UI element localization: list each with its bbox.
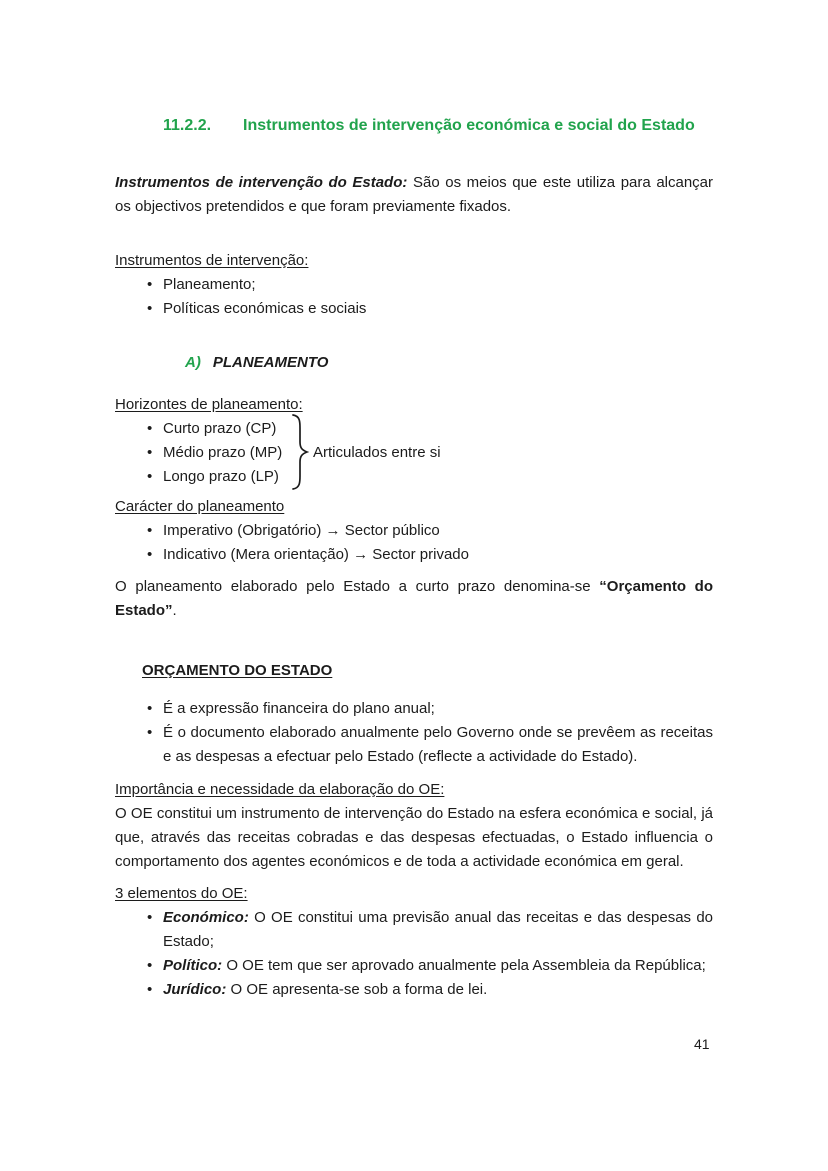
list-item: [115, 697, 713, 721]
character-title: Carácter do planeamento: [115, 498, 285, 515]
subsection-heading: [185, 351, 713, 375]
intro-lead: Instrumentos de intervenção do Estado:: [115, 174, 408, 191]
page-number: 41: [694, 1036, 710, 1052]
list-item: [115, 273, 713, 297]
heading-number: 11.2.2.: [163, 117, 212, 134]
horizons-section: [115, 393, 713, 489]
list-item-text: Planeamento;: [163, 276, 256, 293]
list-item-text: É a expressão financeira do plano anual;: [163, 700, 435, 717]
list-item: [115, 721, 713, 769]
element-text: O OE apresenta-se sob a forma de lei.: [230, 981, 488, 998]
importance-section: [115, 778, 713, 874]
budget-intro-text: O planeamento elaborado pelo Estado a curto prazo denomina-se: [115, 578, 600, 595]
instruments-section: [115, 249, 713, 321]
element-text: O OE constitui uma previsão anual das receitas e das despesas do Estado;: [163, 909, 713, 950]
intro-text: São os meios que este utiliza para alcançar os objectivos pretendidos e que foram previamente fixados.: [115, 174, 714, 215]
list-item-text: Políticas económicas e sociais: [163, 300, 367, 317]
horizons-title: Horizontes de planeamento:: [115, 396, 303, 413]
budget-list: [115, 697, 713, 769]
element-lead: Jurídico:: [163, 981, 227, 998]
list-item: [115, 417, 713, 441]
budget-intro-paragraph: [115, 575, 713, 623]
character-list: [115, 519, 713, 567]
list-item-text: Curto prazo (CP): [163, 420, 277, 437]
list-item-text: Longo prazo (LP): [163, 468, 279, 485]
heading-title: Instrumentos de intervenção económica e social do Estado: [243, 117, 695, 134]
elements-title: 3 elementos do OE:: [115, 885, 248, 902]
instruments-title: Instrumentos de intervenção:: [115, 252, 309, 269]
budget-intro-bold: “Orçamento do Estado”: [115, 578, 713, 619]
subsection-letter: A): [185, 354, 201, 371]
list-item-text: Médio prazo (MP): [163, 444, 283, 461]
character-section: [115, 495, 713, 567]
list-item: [115, 978, 713, 1002]
list-item: [115, 954, 713, 978]
budget-intro-period: .: [172, 602, 177, 619]
section-heading: [163, 112, 713, 139]
list-item: [115, 465, 713, 489]
brace-label: Articulados entre si: [313, 444, 441, 461]
list-item: [115, 906, 713, 954]
element-lead: Político:: [163, 957, 223, 974]
horizons-list: [115, 417, 713, 489]
subsection-title: PLANEAMENTO: [212, 354, 329, 371]
page-content: [115, 112, 713, 1002]
list-item-text: Indicativo (Mera orientação) → Sector privado: [163, 546, 469, 563]
list-item: [115, 543, 713, 567]
list-item: [115, 297, 713, 321]
importance-text: O OE constitui um instrumento de intervenção do Estado na esfera económica e social, já que, através das receitas cobradas e das despesas efectuadas, o Estado influencia o comportamento dos agentes económicos e de toda a actividade económica em geral.: [115, 805, 713, 870]
budget-title: ORÇAMENTO DO ESTADO: [142, 662, 333, 679]
list-item-text: É o documento elaborado anualmente pelo Governo onde se prevêem as receitas e as despesas a efectuar pelo Estado (reflecte a actividade do Estado).: [163, 724, 713, 765]
element-lead: Económico:: [163, 909, 249, 926]
instruments-list: [115, 273, 713, 321]
importance-title: Importância e necessidade da elaboração do OE:: [115, 781, 445, 798]
elements-section: [115, 882, 713, 1002]
list-item-text: Imperativo (Obrigatório) → Sector público: [163, 522, 440, 539]
elements-list: [115, 906, 713, 1002]
element-text: O OE tem que ser aprovado anualmente pela Assembleia da República;: [226, 957, 706, 974]
grouping-brace-icon: [291, 413, 309, 491]
list-item: [115, 519, 713, 543]
intro-paragraph: [115, 171, 713, 219]
